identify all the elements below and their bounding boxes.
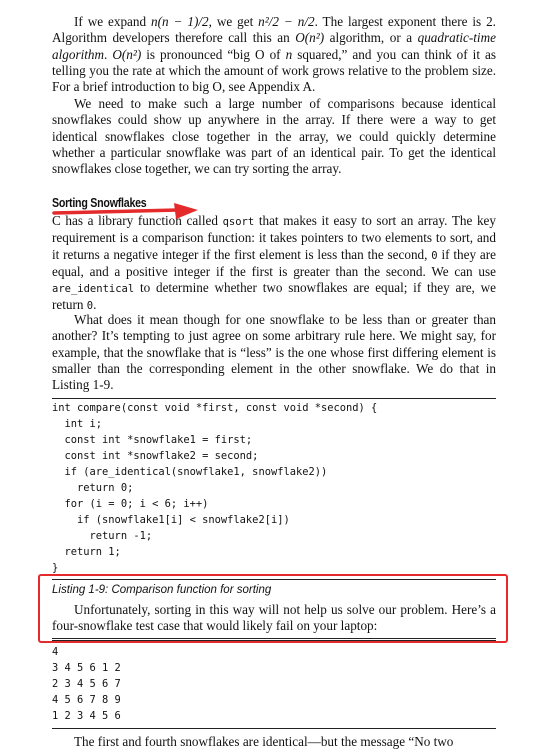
paragraph-comparisons: We need to make such a large number of comparisons because identical snowflakes could show up anywhere in the array. If there were a way to get identical snowflakes close together in the array, we could quickly determine whether a particular snowflake was part of an identical pair. To get the identical snowflakes close together, we can try sorting the array. — [52, 96, 496, 177]
paragraph-test-case-intro: Unfortunately, sorting in this way will not help us solve our problem. Here’s a four-snowflake test case that would likely fail on your laptop: — [52, 602, 496, 634]
red-arrow-annotation — [52, 202, 202, 222]
italic-term: quadratic-time algorithm — [52, 30, 496, 62]
listing-top-rule — [52, 398, 496, 399]
text-run: that makes it easy to sort an array. The key requirement is a comparison function: it takes pointers to two elements to sort, and it returns a negative integer if the first element is less than the second, — [52, 213, 496, 262]
text-run: C has a library function called — [52, 213, 223, 228]
listing-caption: Listing 1-9: Comparison function for sorting — [52, 584, 272, 596]
text-run: If we expand — [74, 14, 152, 29]
math-expression: n²/2 − n/2 — [258, 14, 315, 29]
math-expression: O(n²) — [112, 46, 142, 62]
math-expression: O(n²) — [295, 30, 325, 46]
math-expression: n(n − 1)/2 — [151, 14, 209, 29]
text-run: algorithm, or a — [324, 30, 418, 46]
section-heading: Sorting Snowflakes — [52, 195, 147, 210]
text-run: , we get — [208, 14, 259, 29]
code-listing: int compare(const void *first, const void *second) { int i; const int *snowflake1 = first; const int *snowflake2 = second; if (are_identical(snowflake1, snowflake2)) return 0; for (i = 0; i < 6; i++) if (snowflake1[i] < snowflake2[i]) return -1; return 1; } — [52, 402, 378, 574]
test-case-bottom-rule — [52, 728, 496, 729]
text-run: is pronounced “big O of — [141, 46, 286, 62]
paragraph-qsort — [52, 213, 496, 315]
inline-code: are_identical — [52, 283, 135, 296]
text-run: . The largest exponent there is 2. Algorithm developers therefore call this an — [52, 14, 496, 46]
inline-code: 0 — [431, 249, 438, 262]
inline-code: 0 — [86, 300, 94, 313]
inline-code: qsort — [222, 216, 255, 228]
test-case-input: 4 3 4 5 6 1 2 2 3 4 5 6 7 4 5 6 7 8 9 1 2 3 4 5 6 — [52, 646, 121, 722]
paragraph-big-o — [52, 14, 496, 95]
paragraph-conclusion: The first and fourth snowflakes are identical—but the message “No two — [74, 734, 454, 749]
text-run: . — [104, 46, 113, 62]
paragraph-ordering: What does it mean though for one snowflake to be less than or greater than another? It’s tempting to just agree on some arbitrary rule here. We might say, for example, that the snowflake that is “less” is the one whose first differing element is smaller than the corresponding element in the other snowflake. We do that in Listing 1-9. — [52, 312, 496, 393]
text-run: squared,” and you can think of it as telling you the rate at which the amount of work grows relative to the problem size. For a brief introduction to big O, see Appendix A. — [52, 46, 497, 95]
text-run: to determine whether two snowflakes are equal; if they are, we return — [52, 280, 496, 313]
math-variable: n — [285, 46, 293, 62]
text-run: if they are equal, and a positive integer if the first is greater than the second. We can use — [52, 246, 497, 279]
red-highlight-box — [38, 574, 508, 643]
text-run: . — [93, 297, 97, 313]
